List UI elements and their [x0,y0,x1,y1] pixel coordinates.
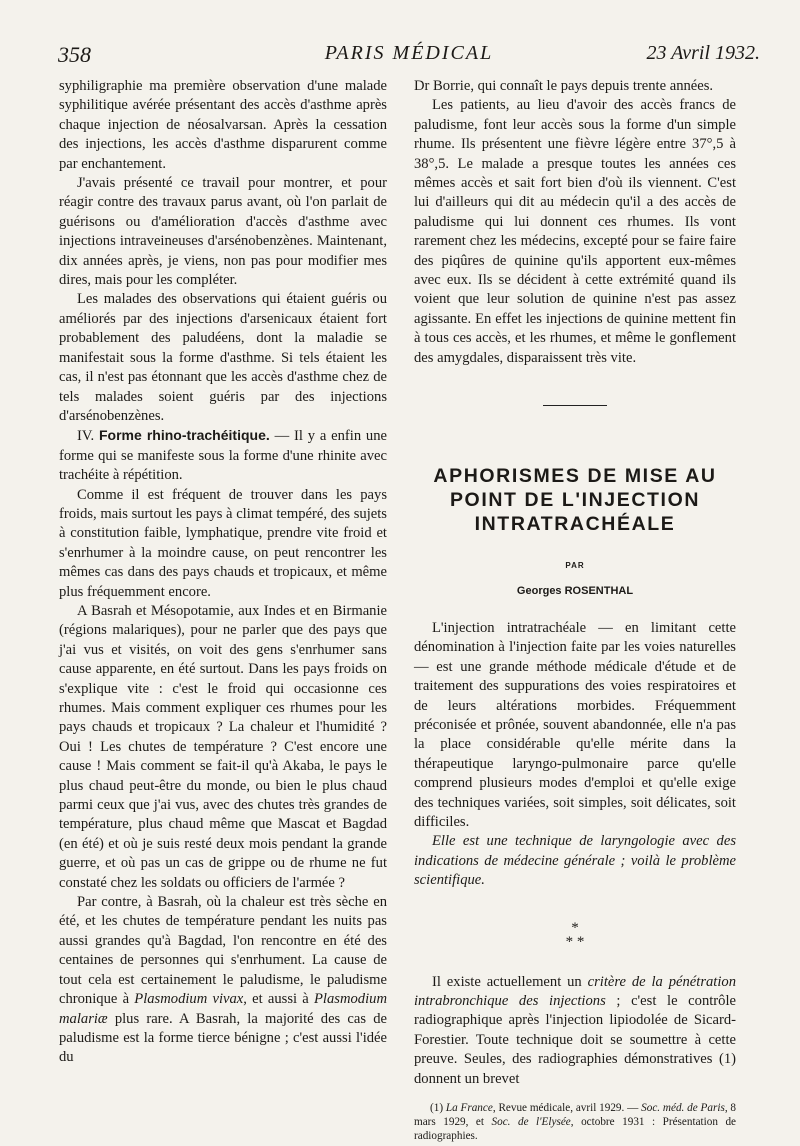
section-text: — Il y a enfin une forme qui se manifeste sous la forme d'une rhinite avec trachéite à répétition. [59,428,387,484]
asterism-bottom: * * [565,933,585,950]
text-run: , et aussi à [243,991,315,1008]
section-paragraph [59,426,387,485]
text-run: Par contre, à Basrah, où la chaleur est très sèche en été, et les chutes de température pendant les nuits pas aussi grandes qu'à Bagdad, l'on rencontre en été des centaines de personnes qui s'enrhument. La cause de tout cela est certainement le paludisme, le paludisme chronique à [59,894,387,1008]
section-heading: Forme rhino-trachéitique. [99,427,270,444]
footnote-source: La France [445,1102,493,1115]
byline-author: Georges ROSENTHAL [516,584,634,597]
paragraph: Les malades des observations qui étaient guéris ou améliorés par des injections d'arsenicaux étaient fort probablement des paludéens, dont la maladie se manifestait sous la forme d'asthme. Si tels étaient les cas, il n'est pas étonnant que les accès d'asthme chez de tels malades soient guéris par des injections d'arsénobenzènes. [59,291,387,424]
species-name: Plasmodium malariæ [59,991,387,1027]
species-name: Plasmodium vivax [134,991,244,1008]
text-run: Il existe actuellement un [432,973,588,990]
byline-par: PAR [565,561,585,571]
asterism [414,921,736,949]
paragraph: A Basrah et Mésopotamie, aux Indes et en Birmanie (régions malariques), pour ne parler que des pays que j'ai vus et visités, on voit des gens s'enrhumer sans cause apparente, en été surtout. Dans les pays froids on s'explique vite : c'est le froid qui occasionne ces rhumes. Mais comment expliquer ces rhumes pour les pays chauds et tropicaux ? La chaleur et l'humidité ? Oui ! Les chutes de température ? C'est encore une cause ! Mais comment se fait-il qu'à Akaba, le pays le plus chaud peut-être du monde, ou bien le plus chaud parmi ceux que j'ai vus, avec des chutes très grandes de température, plus chaud même que Mascat et Bagdad (en été) et où je suis resté deux mois pendant la grande guerre, et où pas un cas de grippe ou de rhume ne fut constaté chez les soldats ou officiers de l'armée ? [59,602,387,891]
paragraph: J'avais présenté ce travail pour montrer, et pour réagir contre des travaux parus avant, où l'on parlait de guérisons ou d'amélioration d'accès d'asthme avec injections intraveineuses d'arsénobenzènes. Maintenant, dix années après, je viens, non pas pour modifier mes dires, mais pour les compléter. [59,175,387,289]
text-run: ; c'est le contrôle radiographique après l'injection lipiodolée de Sicard-Forestier. Toute technique doit se soumettre à cette preuve. Seules, des radiographies démonstratives (1) donnent un brevet [414,993,736,1087]
left-column [59,77,387,1068]
text-run: , octobre 1931 : Présentation de radiographies. [414,1116,737,1143]
footnote [414,1101,736,1143]
text-run: , 8 mars 1929, et [414,1102,737,1129]
page-number: 358 [58,42,91,67]
article-title: APHORISMES DE MISE AU POINT DE L'INJECTION INTRATRACHÉALE [433,465,717,536]
paragraph [59,893,387,1068]
paragraph: syphiligraphie ma première observation d'une malade syphilitique avérée présentant des accès d'asthme après chaque injection de néosalvarsan. Après la cessation des injections, les accès d'asthme disparurent comme par enchantement. [59,78,387,172]
section-divider [543,405,607,406]
paragraph: Comme il est fréquent de trouver dans les pays froids, mais surtout les pays à climat tempéré, des sujets à constitution faible, lymphatique, prendre vite froid et s'enrhumer à la moindre cause, on peut rencontrer les mêmes cas dans des pays chauds et tropicaux, et même plus fréquemment encore. [59,486,387,600]
issue-date: 23 Avril 1932. [646,42,760,64]
footnote-source: Soc. méd. de Paris [641,1102,725,1115]
paragraph: L'injection intratrachéale — en limitant cette dénomination à l'injection faite par les voies naturelles — est une grande méthode médicale d'étude et de traitement des suppurations des voies respiratoires et de leurs altérations morbides. Fréquemment préconisée et prônée, souvent abandonnée, elle n'a pas la place considérable qu'elle mérite dans la thérapeutique laryngo-pulmonaire parce qu'elle comprend plusieurs modes d'emploi et qu'elle exige des techniques variées, soit simples, soit délicates, soit difficiles. [414,619,736,830]
section-number: IV. [77,428,95,445]
paragraph [414,973,736,1089]
emphasis: critère de la pénétration intrabronchique des injections [414,973,736,1009]
footnote-marker: (1) [430,1102,446,1115]
page-header [58,42,760,70]
footnote-source: Soc. de l'Elysée [491,1116,571,1129]
text-run: plus rare. A Basrah, la majorité des cas de paludisme est la forme tierce bénigne ; c'est aussi l'idée du [59,1010,387,1066]
text-run: , Revue médicale, avril 1929. — [492,1102,642,1115]
paragraph: Dr Borrie, qui connaît le pays depuis trente années. [414,78,714,94]
asterism-top: * [571,919,579,936]
paragraph: Les patients, au lieu d'avoir des accès francs de paludisme, font leur accès sous la forme d'un simple rhume. Ils présentent une fièvre légère entre 37°,5 à 38°,5. Le malade a presque toutes les années ces mêmes accès et sait fort bien d'où ils viennent. C'est lui d'ailleurs qui dit au médecin qu'il a des accès de paludisme qui lui donnent ces rhumes. Ils vont rarement chez les médecins, excepté pour se faire faire des piqûres de quinine qu'ils apportent eux-mêmes avec eux. Ils se décident à cette extrémité quand ils voient que leur solution de quinine n'est pas assez agissante. En effet les injections de quinine mettent fin à tous ces accès, et les rhumes, et même le gonflement des amygdales, disparaissent très vite. [414,97,736,366]
right-column [414,77,736,1143]
journal-title: PARIS MÉDICAL [324,42,494,64]
italic-paragraph: Elle est une technique de laryngologie avec des indications de médecine générale ; voilà le problème scientifique. [414,833,736,889]
